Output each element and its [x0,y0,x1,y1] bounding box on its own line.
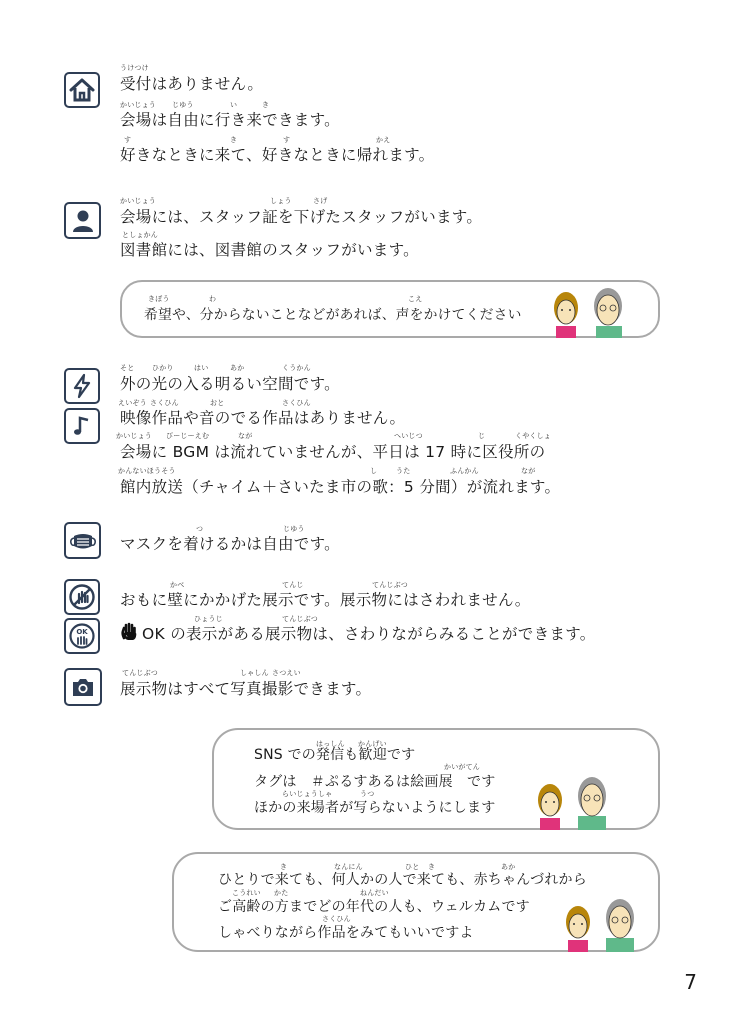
ruby: うけつけ [120,64,149,72]
ruby: くうかん [282,364,311,372]
text-line: 図書館には、図書館のスタッフがいます。 [120,241,419,259]
bubble-text: SNS での発信も歓迎です [254,747,416,763]
person-icon [64,202,101,239]
ruby: かんげい [358,740,387,748]
ruby: あか [501,863,516,871]
ruby: しゃしん [240,669,269,677]
ruby: へいじつ [394,432,423,440]
camera-icon [64,668,102,706]
staff-figures [564,894,644,956]
ruby: つ [196,525,204,533]
ruby: そと [120,364,135,372]
text-line: 外の光の入る明るい空間です。 [120,375,340,393]
ruby: かえ [376,136,391,144]
text-line: 展示物はすべて写真撮影できます。 [120,680,372,698]
ruby: じゆう [172,101,194,109]
ruby: す [283,136,291,144]
house-icon [64,72,100,108]
ruby: かいがてん [444,763,480,771]
lightning-icon [64,368,100,404]
ruby: ひょうじ [194,615,223,623]
ruby: えいぞう [118,399,147,407]
ruby: うた [396,467,411,475]
ruby: さげ [313,197,328,205]
bubble-text: ほかの来場者が写らないようにします [254,800,496,816]
text-line: 受付はありません。 [120,75,264,93]
ruby: なが [521,467,536,475]
ruby: かた [274,889,289,897]
page-number: 7 [684,970,697,994]
ruby: さくひん [282,399,311,407]
ruby: なんにん [334,863,363,871]
staff-figures [552,282,632,342]
ruby: てんじぶつ [282,615,318,623]
music-note-icon [64,408,100,444]
ruby: い [230,101,238,109]
text-line: 映像作品や音のでる作品はありません。 [120,409,406,427]
ruby: き [230,136,238,144]
ruby: ひかり [152,364,174,372]
hand-icon [120,622,138,640]
no-touch-icon [64,579,100,615]
ruby: あか [230,364,245,372]
ruby: ふんかん [450,467,479,475]
ruby: てんじぶつ [372,581,408,589]
staff-figures [536,770,616,834]
bubble-text: ひとりで来ても、何人かの人で来ても、赤ちゃんづれから [218,872,587,888]
ruby: こうれい [232,889,261,897]
ruby: き [428,863,436,871]
ruby: かんないほうそう [118,467,176,475]
text-line: 会場には、スタッフ証を下げたスタッフがいます。 [120,208,483,226]
ruby: かいじょう [116,432,152,440]
text-line: 好きなときに来て、好きなときに帰れます。 [120,146,435,164]
ruby: じ [478,432,486,440]
ruby: うつ [360,790,375,798]
ruby: き [280,863,288,871]
text-line: 会場は自由に行き来できます。 [120,111,340,129]
ruby: はっしん [316,740,345,748]
ruby: てんじぶつ [122,669,158,677]
ruby: くやくしょ [515,432,551,440]
mask-icon [64,522,101,559]
ruby: としょかん [122,231,158,239]
bubble-text: ご高齢の方までどの年代の人も、ウェルカムです [218,899,530,915]
ruby: し [370,467,378,475]
ruby: ひと [405,863,420,871]
ruby: き [262,101,270,109]
text-line: 会場に BGM は流れていませんが、平日は 17 時に区役所の [120,443,546,461]
ruby: かいじょう [120,101,156,109]
ruby: びーじーえむ [166,432,210,440]
ok-touch-icon [64,618,100,654]
ruby: はい [194,364,209,372]
ruby: さくひん [322,915,351,923]
bubble-text: 希望や、分からないことなどがあれば、声をかけてください [144,307,522,323]
ruby: ねんだい [360,889,389,897]
svg-text:OK: OK [76,628,88,636]
ruby: なが [238,432,253,440]
ruby: さつえい [272,669,301,677]
bubble-text: しゃべりながら作品をみてもいいですよ [218,925,474,941]
bubble-text: タグは ＃ぷるすあるは絵画展 です [254,774,496,790]
ruby: こえ [408,295,423,303]
text-line: マスクを着けるかは自由です。 [120,535,340,553]
ruby: す [124,136,132,144]
ruby: てんじ [282,581,304,589]
ruby: きぼう [148,295,170,303]
ruby: おと [210,399,225,407]
ruby: じゆう [283,525,305,533]
text-line: OK の表示がある展示物は、さわりながらみることができます。 [142,625,596,643]
ruby: かべ [170,581,185,589]
text-line: 館内放送（チャイム＋さいたま市の歌：5 分間）が流れます。 [120,478,561,496]
ruby: わ [209,295,217,303]
ruby: さくひん [150,399,179,407]
text-line: おもに壁にかかげた展示です。展示物にはさわれません。 [120,591,531,609]
ruby: らいじょうしゃ [282,790,333,798]
ruby: しょう [270,197,292,205]
ruby: かいじょう [120,197,156,205]
